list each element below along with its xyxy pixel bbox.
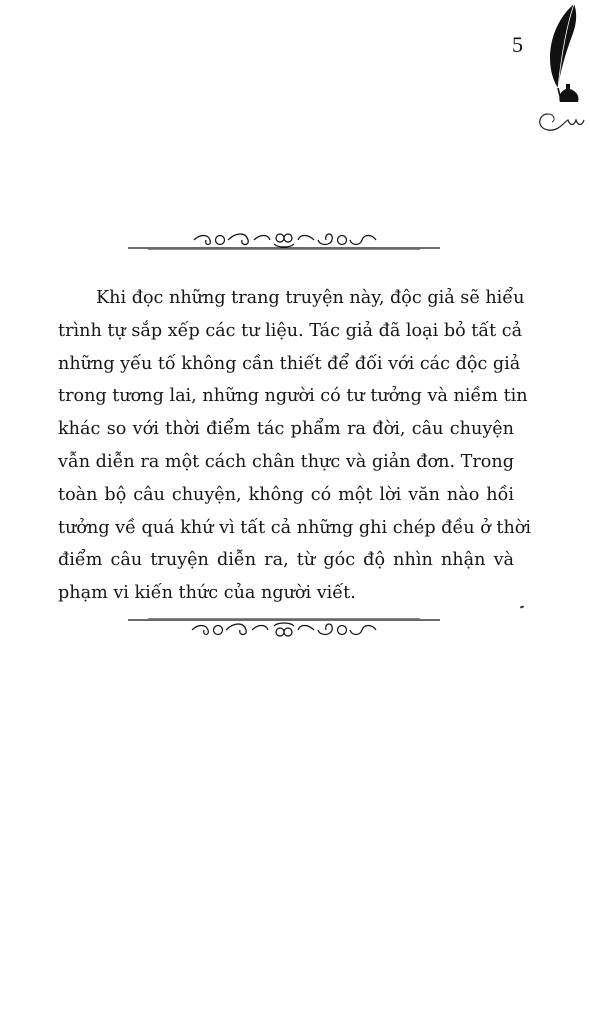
paragraph-line: trong tương lai, những người có tư tưởng và niềm tin [58,386,528,407]
paragraph-line: toàn bộ câu chuyện, không có một lời văn nào hồi [58,484,514,505]
paragraph-line: trình tự sắp xếp các tư liệu. Tác giả đã loại bỏ tất cả [58,320,523,341]
paragraph-line: điểm câu truyện diễn ra, từ góc độ nhìn nhận và [58,550,514,571]
paragraph-line: tưởng về quá khứ vì tất cả những ghi chép đều ở thời [58,517,531,538]
paragraph-line: phạm vi kiến thức của người viết. [58,583,356,604]
body-paragraph [58,282,531,610]
paragraph-line: Khi đọc những trang truyện này, độc giả sẽ hiểu [96,288,525,308]
paragraph-line: khác so với thời điểm tác phẩm ra đời, câu chuyện [58,419,514,440]
divider-ornament-top [128,228,440,256]
ink-speck [520,605,524,608]
divider-ornament-bottom [128,616,440,644]
quill-and-inkwell-icon [530,2,586,140]
page-number: 5 [512,32,523,57]
paragraph-line: vẫn diễn ra một cách chân thực và giản đơn. Trong [58,451,514,472]
paragraph-line: những yếu tố không cần thiết để đối với các độc giả [58,353,521,374]
